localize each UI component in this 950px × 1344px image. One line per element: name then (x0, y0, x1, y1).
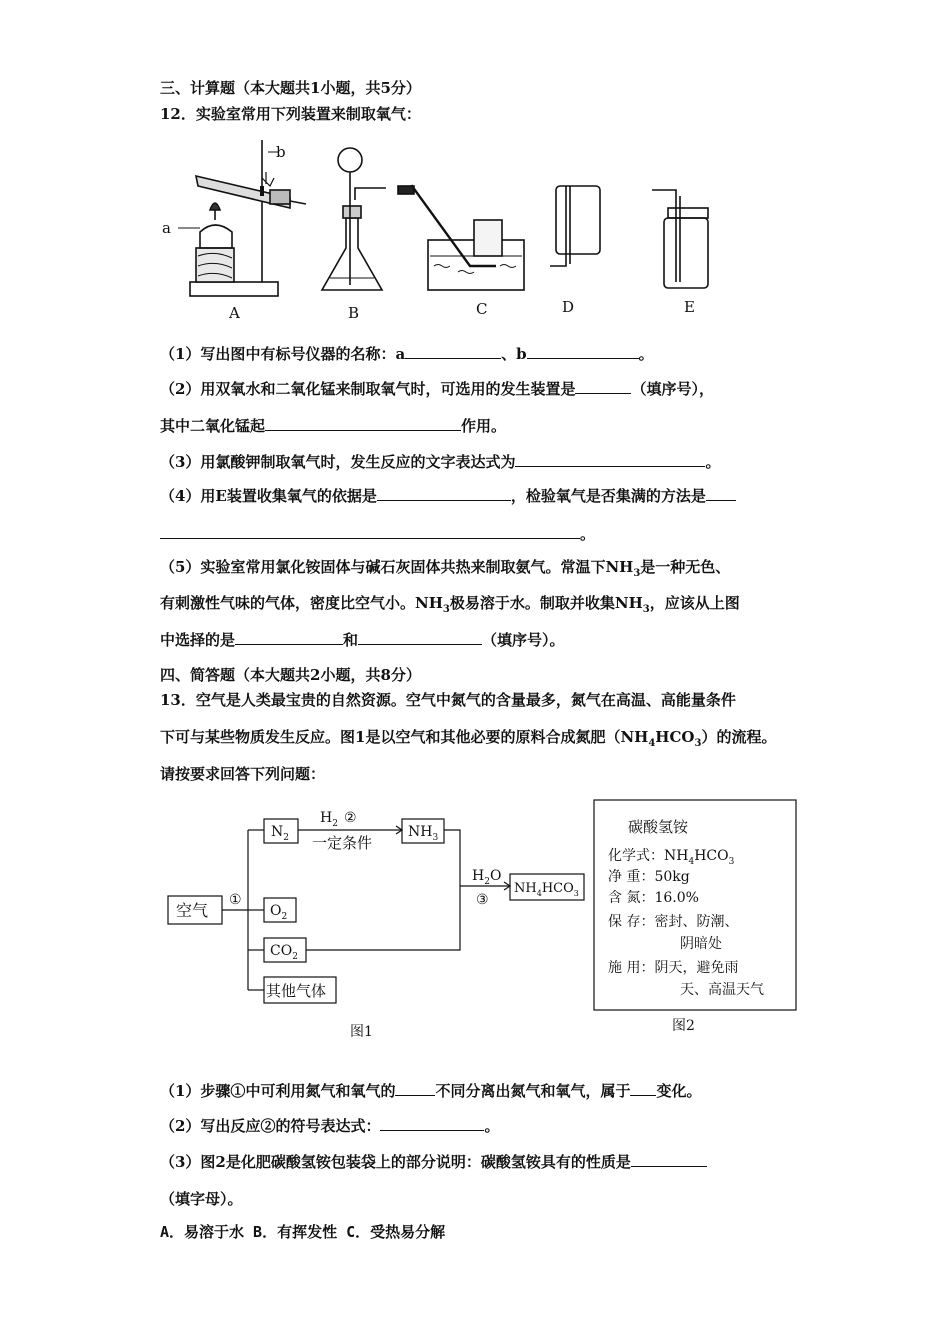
condition-label: 一定条件 (312, 834, 373, 852)
q12-part1: （1）写出图中有标号仪器的名称：a 、b 。 (160, 345, 654, 363)
q13-part2: （2）写出反应②的符号表达式： 。 (160, 1117, 500, 1135)
label-E: E (684, 298, 695, 316)
fig2-usage: 施 用：阴天，避免雨 (608, 960, 739, 976)
h2o-label: $H_2O$ (472, 868, 502, 887)
step1-label: ① (229, 892, 242, 908)
q12-part2-line2: 其中二氧化锰起 作用。 (160, 417, 507, 435)
fig2-title: 碳酸氢铵 (628, 818, 689, 836)
section3-heading: 三、计算题（本大题共1小题，共5分） (160, 79, 421, 97)
q13-part3: （3）图2是化肥碳酸氢铵包装袋上的部分说明：碳酸氢铵具有的性质是 (160, 1152, 707, 1172)
q12-part5-line1: （5）实验室常用氯化铵固体与碱石灰固体共热来制取氨气。常温下$NH_3$是一种无色、 (160, 558, 731, 579)
co2-label: $CO_2$ (270, 943, 298, 962)
nh3-label: $NH_3$ (408, 824, 439, 843)
fig2-formula: 化学式：$NH_4HCO_3$ (608, 848, 735, 867)
q12-part3: （3）用氯酸钾制取氧气时，发生反应的文字表达式为 。 (160, 453, 721, 471)
fig2-storage: 保 存：密封、防潮、 (608, 914, 739, 930)
n2-label: $N_2$ (271, 824, 289, 843)
fig2-storage2: 阴暗处 (680, 936, 722, 952)
section4-heading: 四、简答题（本大题共2小题，共8分） (160, 666, 421, 684)
q12-stem: 12．实验室常用下列装置来制取氧气： (160, 105, 421, 123)
fig1-caption: 图1 (350, 1024, 373, 1040)
q12-part2-line1: （2）用双氧水和二氧化锰来制取氧气时，可选用的发生装置是 （填序号）， (160, 380, 714, 398)
q12-part4-line1: （4）用E装置收集氧气的依据是 ，检验氧气是否集满的方法是 (160, 486, 736, 506)
o2-label: $O_2$ (270, 903, 288, 922)
air-label: 空气 (176, 901, 209, 920)
fig2-usage2: 天、高温天气 (680, 982, 764, 998)
label-b: b (276, 143, 286, 161)
fig2-weight: 净 重：50kg (608, 869, 690, 885)
label-B: B (348, 304, 360, 322)
blank-symbol-eq[interactable] (380, 1116, 484, 1131)
label-D: D (562, 298, 575, 316)
q13-line1: 13．空气是人类最宝贵的自然资源。空气中氮气的含量最多，氮气在高温、高能量条件 (160, 691, 736, 709)
other-gas-label: 其他气体 (266, 982, 327, 1000)
q13-part1: （1）步骤①中可利用氮气和氧气的 不同分离出氮气和氧气，属于 变化。 (160, 1082, 702, 1100)
label-A: A (229, 304, 240, 322)
q12-part4-line2: 。 (160, 524, 595, 544)
blank-nature[interactable] (631, 1152, 707, 1167)
q13-line2: 下可与某些物质发生反应。图1是以空气和其他必要的原料合成氮肥$(NH_4HCO_3)$的流程。 (160, 728, 777, 749)
fig2-caption: 图2 (672, 1018, 695, 1034)
q13-options: A．易溶于水 B．有挥发性 C．受热易分解 (160, 1223, 446, 1241)
q12-part5-line2: 有刺激性气味的气体，密度比空气小。$NH_3$极易溶于水。制取并收集$NH_3$，应该从上图 (160, 594, 740, 615)
q13-line3: 请按要求回答下列问题： (160, 765, 326, 783)
fig2-nitrogen: 含 氮：16.0% (608, 890, 699, 906)
q13-part3b: （填字母）。 (160, 1190, 243, 1208)
product-label: $NH_4HCO_3$ (514, 881, 579, 898)
h2-label: $H_2$ ② (320, 810, 357, 829)
label-C: C (476, 300, 488, 318)
blank-property[interactable] (395, 1081, 435, 1096)
label-a: a (162, 219, 171, 237)
blank-change[interactable] (630, 1081, 656, 1096)
q12-part5-line3: 中选择的是 和 （填序号）。 (160, 631, 565, 649)
step3-label: ③ (476, 892, 489, 908)
